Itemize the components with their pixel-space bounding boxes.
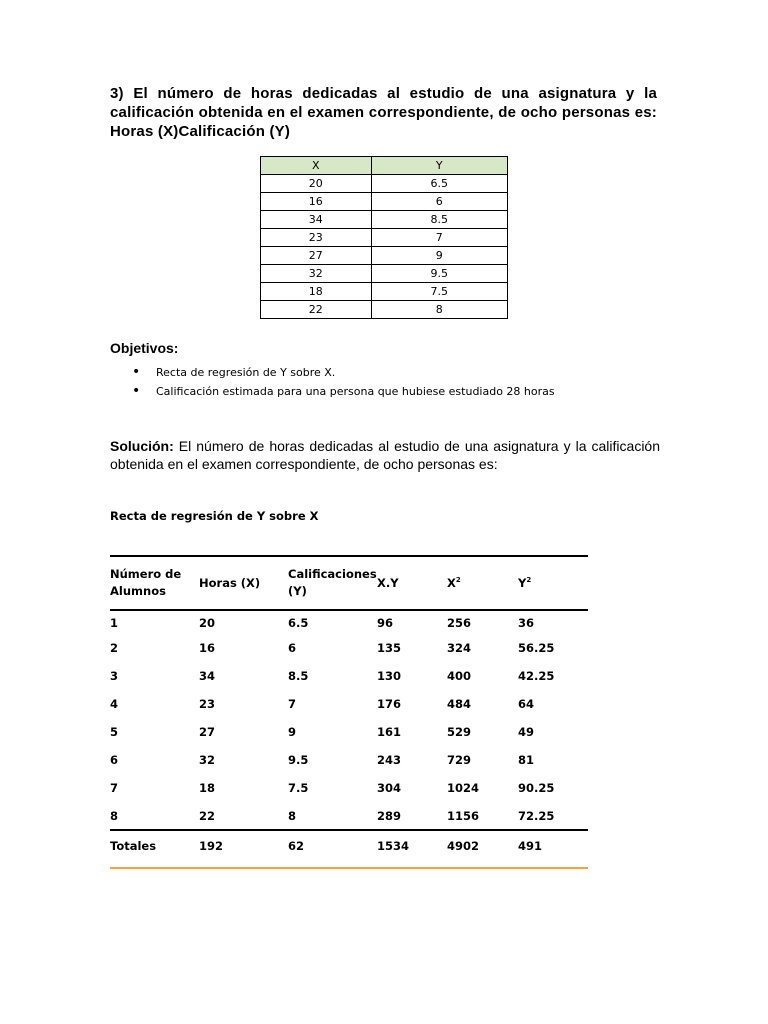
reg-header-x: Horas (X) [199, 575, 261, 590]
reg-cell: 5 [110, 725, 119, 739]
reg-cell: 8 [288, 808, 297, 823]
reg-cell: 6 [288, 641, 297, 655]
reg-cell: 400 [447, 669, 472, 683]
xy-cell-x: 23 [261, 229, 372, 247]
reg-cell: 8 [110, 808, 119, 823]
reg-header-x2 [447, 556, 518, 610]
x2-exponent: 2 [455, 575, 461, 584]
recta-heading: Recta de regresión de Y sobre X [110, 509, 319, 523]
reg-cell: 64 [518, 697, 535, 711]
reg-cell: 2 [110, 641, 119, 655]
reg-row [110, 662, 588, 690]
xy-cell-x: 27 [261, 247, 372, 265]
reg-row [110, 746, 588, 774]
y2-exponent: 2 [526, 575, 532, 584]
reg-cell: 34 [199, 669, 216, 683]
reg-cell: 289 [377, 808, 402, 823]
reg-cell: 135 [377, 641, 402, 655]
reg-row [110, 802, 588, 830]
table-bottom-accent-line [110, 867, 588, 869]
reg-cell: 729 [447, 753, 472, 767]
xy-header-row [261, 157, 508, 175]
reg-header-n: Número de Alumnos [110, 567, 182, 598]
reg-cell: 42.25 [518, 669, 555, 683]
reg-cell: 529 [447, 725, 472, 739]
reg-cell: 161 [377, 725, 402, 739]
reg-cell: 9.5 [288, 753, 309, 767]
problem-text: 3) El número de horas dedicadas al estudio de una asignatura y la calificación obtenida en el examen correspondiente, de ocho personas es: Horas (X)Calificación (Y) [110, 85, 657, 140]
totals-label: Totales [110, 838, 157, 853]
reg-cell: 22 [199, 808, 216, 823]
xy-cell-x: 20 [261, 175, 372, 193]
reg-cell: 32 [199, 753, 216, 767]
totals-cell: 4902 [447, 838, 480, 853]
totals-cell: 62 [288, 838, 305, 853]
solucion-label: Solución: [110, 438, 174, 454]
reg-cell: 3 [110, 669, 119, 683]
y2-base: Y [518, 575, 527, 590]
reg-cell: 1 [110, 615, 119, 630]
xy-cell-y: 7 [371, 229, 507, 247]
reg-cell: 1156 [447, 808, 480, 823]
solucion-paragraph [110, 437, 660, 473]
reg-cell: 256 [447, 615, 472, 630]
xy-header-y: Y [371, 157, 507, 175]
regression-table [110, 555, 588, 860]
reg-cell: 7.5 [288, 781, 309, 795]
xy-cell-y: 6.5 [371, 175, 507, 193]
xy-data-table [260, 156, 508, 319]
xy-header-x: X [261, 157, 372, 175]
reg-cell: 27 [199, 725, 216, 739]
reg-cell: 36 [518, 615, 535, 630]
reg-row [110, 690, 588, 718]
xy-cell-x: 18 [261, 283, 372, 301]
reg-cell: 6 [110, 753, 119, 767]
reg-cell: 72.25 [518, 808, 555, 823]
reg-totals-row [110, 830, 588, 860]
reg-cell: 176 [377, 697, 402, 711]
totals-cell: 192 [199, 838, 224, 853]
reg-row [110, 634, 588, 662]
totals-cell: 491 [518, 838, 543, 853]
reg-cell: 243 [377, 753, 402, 767]
xy-cell-y: 8.5 [371, 211, 507, 229]
reg-cell: 304 [377, 781, 402, 795]
reg-cell: 81 [518, 753, 535, 767]
reg-header-y: Calificaciones (Y) [288, 567, 377, 598]
solucion-text: El número de horas dedicadas al estudio de una asignatura y la calificación obtenida en el examen correspondiente, de ocho personas es: [110, 438, 660, 472]
reg-cell: 23 [199, 697, 216, 711]
xy-cell-y: 9 [371, 247, 507, 265]
reg-cell: 49 [518, 725, 535, 739]
totals-cell: 1534 [377, 838, 410, 853]
reg-cell: 484 [447, 697, 472, 711]
objetivo-item: • Calificación estimada para una persona que hubiese estudiado 28 horas [110, 382, 555, 401]
xy-row [261, 265, 508, 283]
xy-cell-y: 7.5 [371, 283, 507, 301]
xy-row [261, 247, 508, 265]
reg-cell: 324 [447, 641, 472, 655]
reg-cell: 4 [110, 697, 119, 711]
reg-row [110, 610, 588, 634]
reg-header-y2 [518, 556, 588, 610]
objetivo-item: • Recta de regresión de Y sobre X. [110, 363, 555, 382]
reg-header-xy: X.Y [377, 575, 399, 590]
reg-cell: 8.5 [288, 669, 309, 683]
reg-cell: 130 [377, 669, 402, 683]
reg-cell: 56.25 [518, 641, 555, 655]
reg-cell: 6.5 [288, 615, 309, 630]
xy-cell-y: 6 [371, 193, 507, 211]
xy-cell-x: 22 [261, 301, 372, 319]
xy-row [261, 211, 508, 229]
xy-row [261, 283, 508, 301]
x2-base: X [447, 575, 456, 590]
reg-cell: 90.25 [518, 781, 555, 795]
reg-cell: 96 [377, 615, 394, 630]
xy-row [261, 229, 508, 247]
xy-row [261, 175, 508, 193]
reg-row [110, 718, 588, 746]
xy-cell-y: 9.5 [371, 265, 507, 283]
reg-row [110, 774, 588, 802]
reg-cell: 20 [199, 615, 216, 630]
xy-row [261, 193, 508, 211]
reg-cell: 16 [199, 641, 216, 655]
objetivos-heading: Objetivos: [110, 340, 179, 356]
xy-cell-x: 16 [261, 193, 372, 211]
xy-cell-x: 34 [261, 211, 372, 229]
reg-header-row [110, 556, 588, 610]
xy-cell-x: 32 [261, 265, 372, 283]
reg-cell: 7 [110, 781, 119, 795]
reg-cell: 1024 [447, 781, 480, 795]
objetivos-list [110, 363, 555, 401]
xy-cell-y: 8 [371, 301, 507, 319]
reg-cell: 9 [288, 725, 297, 739]
reg-cell: 18 [199, 781, 216, 795]
reg-cell: 7 [288, 697, 297, 711]
xy-row [261, 301, 508, 319]
problem-statement [110, 84, 657, 141]
